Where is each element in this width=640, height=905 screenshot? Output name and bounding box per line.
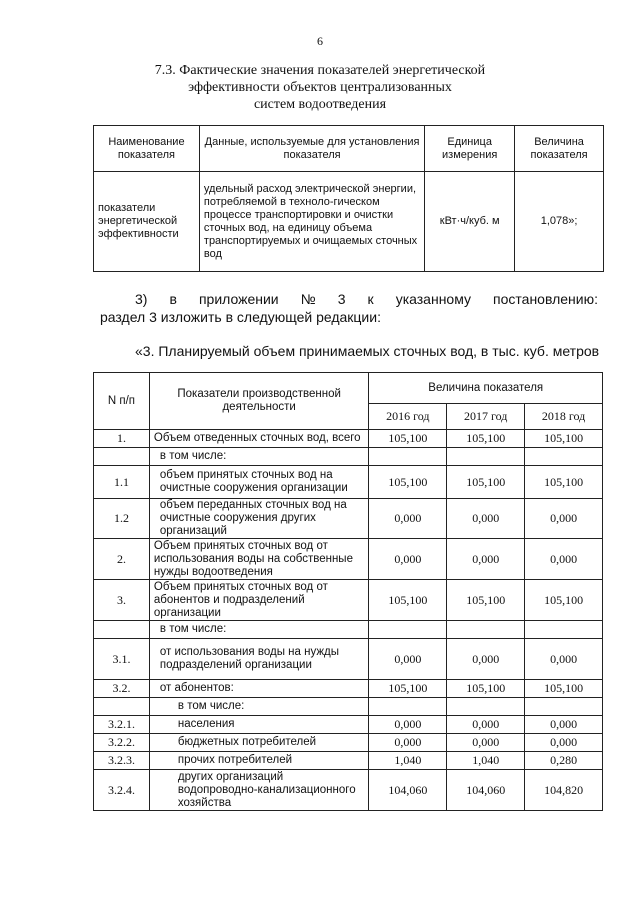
row-label: в том числе: (149, 448, 369, 466)
row-value: 0,000 (447, 639, 525, 680)
row-value: 0,000 (369, 499, 447, 539)
row-value (447, 621, 525, 639)
row-value: 0,000 (525, 539, 603, 580)
t2-header-num: N п/п (94, 373, 150, 430)
wastewater-volume-table (93, 372, 603, 811)
row-number (94, 448, 150, 466)
row-label: прочих потребителей (149, 752, 369, 770)
row-value: 0,000 (369, 716, 447, 734)
row-label: населения (149, 716, 369, 734)
p1-word: постановлению: (493, 291, 598, 307)
t1-header-data: Данные, используемые для установления показателя (199, 126, 424, 172)
row-value: 0,000 (447, 539, 525, 580)
table-row (94, 580, 603, 621)
table-row (94, 639, 603, 680)
row-value: 0,000 (447, 716, 525, 734)
row-value: 105,100 (369, 680, 447, 698)
row-value: 1,040 (369, 752, 447, 770)
section-title-line1: 7.3. Фактические значения показателей энергетической (154, 63, 486, 78)
t1-cell-value: 1,078»; (515, 172, 604, 272)
section-title (120, 62, 520, 113)
row-value: 105,100 (525, 580, 603, 621)
page-number: 6 (317, 34, 323, 48)
row-value: 105,100 (525, 680, 603, 698)
row-label: в том числе: (149, 621, 369, 639)
row-number: 3.2.3. (94, 752, 150, 770)
row-value: 0,000 (369, 639, 447, 680)
section-title-line3: систем водоотведения (253, 97, 387, 112)
row-value: 0,000 (369, 539, 447, 580)
p1-word: 3 (337, 291, 346, 307)
row-value: 105,100 (525, 466, 603, 499)
t1-cell-data: удельный расход электрической энергии, потребляемой в техноло-гическом процессе транспортировки и очистки сточных вод, на единицу объема транспортируемых и очищаемых сточных вод (199, 172, 424, 272)
row-value (369, 698, 447, 716)
table-row (94, 770, 603, 811)
table-row (94, 698, 603, 716)
row-number: 1.2 (94, 499, 150, 539)
row-number: 3. (94, 580, 150, 621)
row-value (447, 448, 525, 466)
table-row (94, 734, 603, 752)
row-value: 0,000 (447, 734, 525, 752)
row-number: 3.1. (94, 639, 150, 680)
row-label: объем переданных сточных вод на очистные сооружения других организаций (149, 499, 369, 539)
row-value: 105,100 (447, 466, 525, 499)
section-3-heading: «3. Планируемый объем принимаемых сточных вод, в тыс. куб. метров (135, 343, 600, 359)
row-label: Объем отведенных сточных вод, всего (149, 430, 369, 448)
table-row (94, 499, 603, 539)
row-value: 104,060 (447, 770, 525, 811)
row-value (525, 448, 603, 466)
energy-efficiency-table (93, 125, 604, 272)
t1-header-value: Величина показателя (515, 126, 604, 172)
row-label: от использования воды на нужды подразделений организации (149, 639, 369, 680)
table-row (94, 680, 603, 698)
amendment-paragraph-end: раздел 3 изложить в следующей редакции: (100, 309, 381, 325)
row-number: 1. (94, 430, 150, 448)
p1-word: указанному (395, 291, 472, 307)
t2-header-year: 2017 год (447, 404, 525, 430)
row-value: 105,100 (447, 580, 525, 621)
row-value (369, 621, 447, 639)
table-row (94, 448, 603, 466)
row-number: 3.2.4. (94, 770, 150, 811)
table-row (94, 752, 603, 770)
row-number: 2. (94, 539, 150, 580)
row-label: в том числе: (149, 698, 369, 716)
row-value: 0,000 (369, 734, 447, 752)
row-label: бюджетных потребителей (149, 734, 369, 752)
t1-cell-unit: кВт·ч/куб. м (425, 172, 515, 272)
t2-header-year: 2018 год (525, 404, 603, 430)
table-row (94, 430, 603, 448)
row-number: 3.2.2. (94, 734, 150, 752)
p1-word: к (367, 291, 374, 307)
row-value: 105,100 (447, 680, 525, 698)
row-value: 0,000 (525, 499, 603, 539)
row-value: 105,100 (369, 580, 447, 621)
row-label: Объем принятых сточных вод от абонентов и подразделений организации (149, 580, 369, 621)
row-value (525, 698, 603, 716)
t2-header-indicators: Показатели производственной деятельности (149, 373, 369, 430)
row-number: 3.2. (94, 680, 150, 698)
row-number: 1.1 (94, 466, 150, 499)
row-value: 105,100 (447, 430, 525, 448)
row-value: 105,100 (525, 430, 603, 448)
row-value: 0,000 (525, 734, 603, 752)
row-value: 104,820 (525, 770, 603, 811)
table-row (94, 716, 603, 734)
t1-header-unit: Единица измерения (425, 126, 515, 172)
row-value: 105,100 (369, 466, 447, 499)
row-value: 0,000 (525, 639, 603, 680)
t2-header-value-group: Величина показателя (369, 373, 603, 404)
row-value (447, 698, 525, 716)
p1-word: приложении (198, 291, 279, 307)
section-title-line2: эффективности объектов централизованных (188, 80, 452, 95)
row-number (94, 621, 150, 639)
table-row (94, 539, 603, 580)
table-row (94, 466, 603, 499)
row-number: 3.2.1. (94, 716, 150, 734)
row-label: от абонентов: (149, 680, 369, 698)
row-label: объем принятых сточных вод на очистные сооружения организации (149, 466, 369, 499)
row-value: 0,000 (525, 716, 603, 734)
row-value (369, 448, 447, 466)
row-label: других организаций водопроводно-канализационного хозяйства (149, 770, 369, 811)
row-value: 0,000 (447, 499, 525, 539)
row-label: Объем принятых сточных вод от использования воды на собственные нужды водоотведения (149, 539, 369, 580)
amendment-paragraph (135, 291, 598, 308)
row-value: 0,280 (525, 752, 603, 770)
p1-word: 3) (135, 291, 148, 307)
t1-cell-name: показатели энергетической эффективности (94, 172, 200, 272)
row-value: 104,060 (369, 770, 447, 811)
row-number (94, 698, 150, 716)
p1-word: № (300, 291, 316, 307)
t2-header-year: 2016 год (369, 404, 447, 430)
row-value (525, 621, 603, 639)
row-value: 105,100 (369, 430, 447, 448)
row-value: 1,040 (447, 752, 525, 770)
p1-word: в (169, 291, 177, 307)
table-row (94, 621, 603, 639)
t1-header-name: Наименование показателя (94, 126, 200, 172)
